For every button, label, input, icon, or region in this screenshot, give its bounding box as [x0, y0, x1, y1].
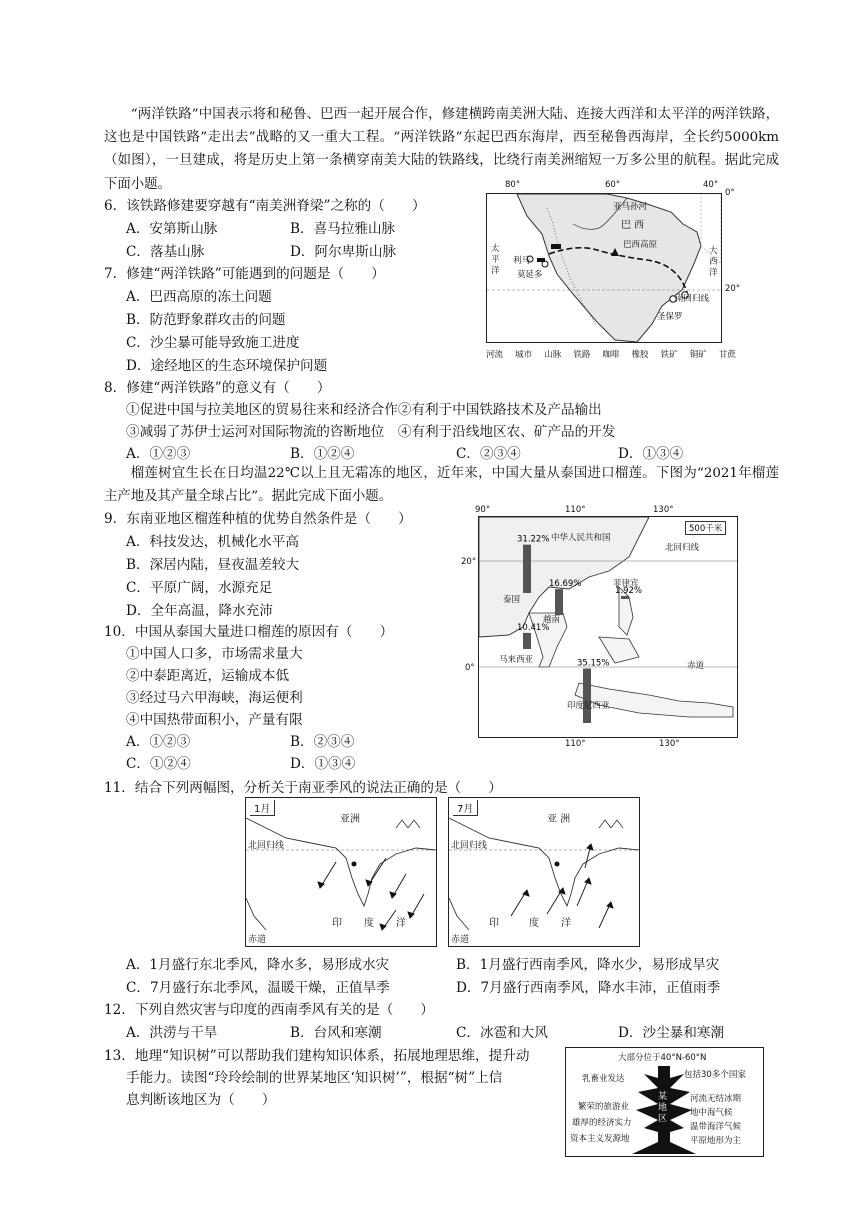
- intro-text-2: 榴莲树宜生长在日均温22℃以上且无霜冻的地区，近年来，中国大量从泰国进口榴莲。下图为“2021年榴莲主产地及其产量全球占比”。据此完成下面小题。: [104, 466, 779, 505]
- q12-option-c[interactable]: C．冰雹和大风: [456, 1025, 548, 1041]
- durian-bar-3: [621, 596, 629, 599]
- q10-option-c[interactable]: C．①②④: [126, 756, 191, 772]
- q12-option-a[interactable]: A．洪涝与干旱: [126, 1025, 218, 1041]
- lat-0-label: 0°: [725, 188, 735, 198]
- jan-yang: 洋: [396, 918, 406, 929]
- legend-rubber: 橡胶: [631, 350, 649, 360]
- jan-yin: 印: [332, 918, 342, 929]
- jul-du: 度: [529, 918, 539, 929]
- jul-label: 7月: [453, 800, 478, 816]
- durian-bar-label-4: 10.41%: [517, 622, 550, 633]
- lon-110-label-bottom: 110°: [565, 739, 586, 749]
- thailand-label: 泰国: [503, 595, 521, 605]
- lima-label: 利马: [513, 256, 531, 266]
- durian-bar-2: [555, 589, 563, 615]
- jan-equator-label: 赤道: [248, 935, 267, 945]
- tree-right-5: 平原地形为主: [690, 1136, 742, 1146]
- q10-statement-3: ③经过马六甲海峡，海运便利: [126, 690, 303, 706]
- tree-right-2: 河流无结冰期: [690, 1094, 742, 1104]
- q10-statement-4: ④中国热带面积小，产量有限: [126, 712, 303, 728]
- philippines-label: 菲律宾: [613, 579, 639, 589]
- q11-option-c[interactable]: C．7月盛行东北季风，温暖干燥，正值旱季: [126, 980, 390, 996]
- q11-option-a[interactable]: A．1月盛行东北季风，降水多，易形成水灾: [126, 957, 390, 973]
- monsoon-july-map: [448, 797, 640, 947]
- q11-option-b[interactable]: B．1月盛行西南季风，降水少，易形成旱灾: [456, 957, 720, 973]
- vietnam-label: 越南: [543, 615, 561, 625]
- q11-option-d[interactable]: D．7月盛行西南季风，降水丰沛，正值雨季: [456, 980, 721, 996]
- durian-bar-label-2: 16.69%: [549, 579, 582, 590]
- jul-map-svg: [449, 798, 639, 946]
- q8-option-a[interactable]: A．①②③: [126, 446, 191, 462]
- q8-option-d[interactable]: D．①③④: [618, 446, 684, 462]
- jul-yang: 洋: [561, 918, 571, 929]
- durian-bar-label-3: 1.92%: [615, 586, 643, 597]
- legend-mountain: 山脉: [544, 350, 562, 360]
- lon-80-label: 80°: [505, 180, 521, 190]
- tree-trunk-label: 某地区: [658, 1092, 668, 1124]
- southeast-asia-durian-map: [461, 505, 738, 749]
- atlantic-label: 大西洋: [709, 246, 718, 278]
- question-13-line-1: 13．地理“知识树”可以帮助我们建构知识体系，拓展地理思维，提升动: [104, 1048, 530, 1064]
- question-11-stem: 11．结合下列两幅图，分析关于南亚季风的说法正确的是（ ）: [104, 780, 502, 796]
- q8-option-b[interactable]: B．①②④: [290, 446, 355, 462]
- q10-option-a[interactable]: A．①②③: [126, 734, 191, 750]
- q10-option-d[interactable]: D．①③④: [290, 756, 356, 772]
- tropic-capricorn-label: 南回归线: [675, 294, 710, 304]
- tree-left-2: 繁荣的旅游业: [578, 1102, 630, 1112]
- jan-du: 度: [364, 918, 374, 929]
- south-america-railway-map: [486, 180, 741, 343]
- lat-20-label: 20°: [461, 557, 477, 567]
- durian-bar-label-5: 35.15%: [577, 658, 610, 669]
- malaysia-label: 马来西亚: [499, 655, 534, 665]
- q8-statement-1: ①促进中国与拉美地区的贸易往来和经济合作②有利于中国铁路技术及产品输出: [126, 402, 602, 418]
- tree-right-1: 包括30多个国家: [684, 1070, 746, 1080]
- legend-coffee: 咖啡: [602, 350, 620, 360]
- knowledge-tree-figure: [565, 1047, 764, 1157]
- durian-bar-label-1: 31.22%: [517, 534, 550, 545]
- q6-option-b[interactable]: B．喜马拉雅山脉: [290, 221, 396, 237]
- tree-right-4: 温带海洋气候: [690, 1122, 742, 1132]
- indonesia-label: 印度尼西亚: [567, 701, 610, 711]
- legend-copper: 铜矿: [689, 350, 707, 360]
- tree-right-3: 地中海气候: [690, 1108, 733, 1118]
- scale-bar: 500千米: [685, 521, 726, 535]
- q9-option-b[interactable]: B．深居内陆，昼夜温差较大: [126, 557, 300, 573]
- lon-60-label: 60°: [605, 180, 621, 190]
- map1-legend: [486, 348, 736, 360]
- question-13-line-2: 手能力。读图“玲玲绘制的世界某地区‘知识树’”，根据“树”上信: [126, 1070, 503, 1086]
- legend-railway: 铁路: [573, 350, 591, 360]
- q6-option-a[interactable]: A．安第斯山脉: [126, 221, 218, 237]
- durian-bar-5: [583, 669, 591, 723]
- intro-passage-2: [104, 462, 779, 508]
- q10-statement-2: ②中泰距离近，运输成本低: [126, 668, 290, 684]
- tree-top-label: 大部分位于40°N-60°N: [618, 1053, 707, 1063]
- jan-label: 1月: [250, 800, 275, 816]
- tropic-cancer-label: 北回归线: [665, 543, 700, 553]
- lon-130-label-bottom: 130°: [659, 739, 680, 749]
- jul-tropic-label: 北回归线: [451, 841, 488, 851]
- lon-110-label-top: 110°: [565, 505, 586, 515]
- lon-130-label-top: 130°: [653, 505, 674, 515]
- question-9-stem: 9．东南亚地区榴莲种植的优势自然条件是（ ）: [104, 511, 412, 527]
- q7-option-c[interactable]: C．沙尘暴可能导致施工进度: [126, 335, 300, 351]
- tree-left-3: 雄厚的经济实力: [572, 1118, 632, 1128]
- q12-option-b[interactable]: B．台风和寒潮: [290, 1025, 382, 1041]
- pucallpa-label: 莫延多: [517, 270, 543, 280]
- q9-option-d[interactable]: D．全年高温，降水充沛: [126, 603, 273, 619]
- legend-city: 城市: [515, 350, 533, 360]
- equator-label: 赤道: [687, 661, 705, 671]
- q8-statement-2: ③减弱了苏伊士运河对国际物流的咨断地位 ④有利于沿线地区农、矿产品的开发: [126, 424, 616, 440]
- jul-asia-label: 亚 洲: [547, 814, 571, 825]
- q12-option-d[interactable]: D．沙尘暴和寒潮: [618, 1025, 725, 1041]
- lon-90-label: 90°: [475, 505, 491, 515]
- china-label: 中华人民共和国: [551, 533, 611, 543]
- question-6-stem: 6．该铁路修建要穿越有“南美洲脊梁”之称的（ ）: [104, 198, 426, 214]
- q10-statement-1: ①中国人口多，市场需求量大: [126, 646, 303, 662]
- legend-sugarcane: 甘蔗: [718, 350, 736, 360]
- durian-bar-1: [523, 545, 531, 593]
- durian-bar-4: [523, 633, 531, 649]
- tree-left-1: 乳畜业发达: [582, 1074, 625, 1084]
- q7-option-b[interactable]: B．防范野象群攻击的问题: [126, 312, 286, 328]
- q10-option-b[interactable]: B．②③④: [290, 734, 355, 750]
- brazil-highland-label: 巴西高原: [623, 240, 658, 250]
- legend-iron: 铁矿: [660, 350, 678, 360]
- q8-option-c[interactable]: C．②③④: [456, 446, 521, 462]
- question-13-line-3: 息判断该地区为（ ）: [126, 1092, 276, 1108]
- lon-40-label: 40°: [703, 180, 719, 190]
- question-10-stem: 10．中国从泰国大量进口榴莲的原因有（ ）: [104, 624, 394, 640]
- question-8-stem: 8．修建“两洋铁路”的意义有（ ）: [104, 380, 331, 396]
- q7-option-d[interactable]: D．途经地区的生态环境保护问题: [126, 358, 328, 374]
- question-12-stem: 12．下列自然灾害与印度的西南季风有关的是（ ）: [104, 1002, 434, 1018]
- lat-0-label: 0°: [465, 663, 475, 673]
- legend-river: 河流: [486, 350, 504, 360]
- sao-paulo-label: 圣保罗: [657, 312, 683, 322]
- q6-option-d[interactable]: D．阿尔卑斯山脉: [290, 244, 397, 260]
- q9-option-c[interactable]: C．平原广阔，水源充足: [126, 580, 273, 596]
- monsoon-january-map: [245, 797, 437, 947]
- intro-passage-1: [104, 103, 779, 196]
- q6-option-c[interactable]: C．落基山脉: [126, 244, 205, 260]
- q7-option-a[interactable]: A．巴西高原的冻土问题: [126, 289, 272, 305]
- question-7-stem: 7．修建“两洋铁路”可能遇到的问题是（ ）: [104, 266, 385, 282]
- jan-tropic-label: 北回归线: [248, 841, 285, 851]
- q9-option-a[interactable]: A．科技发达，机械化水平高: [126, 534, 299, 550]
- intro-text-1: “两洋铁路”中国表示将和秘鲁、巴西一起开展合作，修建横跨南美洲大陆、连接大西洋和太平洋的两洋铁路，这也是中国铁路”走出去”战略的又一重大工程。“两洋铁路”东起巴西东海岸，西至秘鲁西海岸，全长约5000km（如图），一旦建成，将是历史上第一条横穿南美大陆的铁路线，比绕行南美洲缩短一万多公里的航程。据此完成下面小题。: [104, 107, 779, 192]
- amazon-label: 亚马孙河: [613, 202, 648, 212]
- jul-yin: 印: [489, 918, 499, 929]
- jul-equator-label: 赤道: [451, 935, 470, 945]
- tree-left-4: 资本主义发源地: [570, 1134, 630, 1144]
- brazil-label: 巴 西: [621, 220, 645, 231]
- jan-asia-label: 亚洲: [340, 814, 360, 825]
- pacific-label: 太平洋: [491, 244, 500, 276]
- lat-20-label: 20°: [725, 284, 741, 294]
